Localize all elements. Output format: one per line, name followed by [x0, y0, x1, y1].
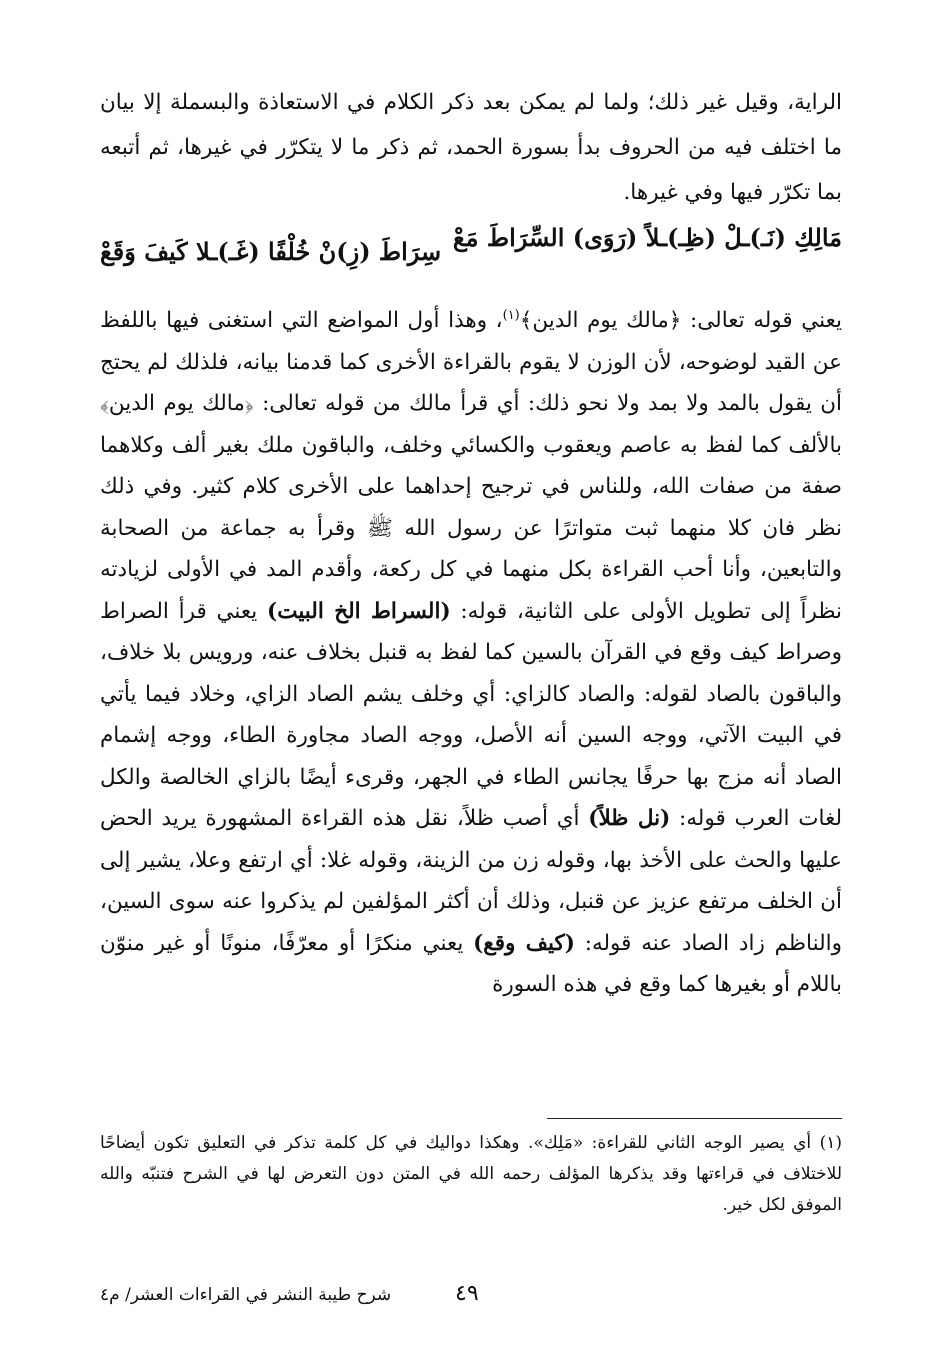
- page-number: ٤٩: [455, 1281, 479, 1306]
- poem-verse: [100, 219, 842, 295]
- quoted-phrase: (كيف وقع): [473, 930, 575, 956]
- commentary-text: يعني قوله تعالى: ﴿مالك يوم الدين﴾: [519, 308, 843, 334]
- commentary-section: [100, 295, 842, 1006]
- quoted-phrase: (السراط الخ البيت): [267, 598, 451, 624]
- quoted-phrase: (نل ظلاً): [588, 806, 671, 832]
- page-body: [100, 80, 842, 1006]
- footnote-text: (١) أي يصير الوجه الثاني للقراءة: «مَلِك». وهكذا دواليك في كل كلمة تذكر في التعليق تكون أيضاحًا للاختلاف في قراءتها وقد يذكرها المؤلف رحمه الله في المتن دون التعرض لها في الشرح فتنبّه والله الموفق لكل خير.: [100, 1133, 842, 1215]
- footnote-divider: [547, 1118, 842, 1119]
- commentary-text: أي أصب ظلاً، نقل هذه القراءة المشهورة يريد الحض عليها والحث على الأخذ بها، وقوله زن من الزينة، وقوله غلا: أي ارتفع وعلا، يشير إلى أن الخلف مرتفع عزيز عن قنبل، وذلك أن أكثر المؤلفين لم يذكروا عنه سوى السين، والناظم زاد الصاد عنه قوله:: [100, 806, 842, 956]
- verse-first-hemistich: مَالِكِ (نَـ)ـلْ (ظِـ)ـلاً (رَوَى) السِّرَاطَ مَعْ: [452, 223, 842, 252]
- page-footer: [100, 1281, 842, 1315]
- commentary-text: ، وهذا أول المواضع التي استغنى فيها باللفظ عن القيد لوضوحه، لأن الوزن لا يقوم بالقراءة الأخرى كما قدمنا بيانه، فلذلك لم يحتج أن يقول بالمد ولا بمد ولا نحو ذلك: أي قرأ مالك من قوله تعالى: ﴿مالك يوم الدين﴾ بالألف كما لفظ به عاصم ويعقوب والكسائي وخلف، والباقون ملك بغير ألف وكلاهما صفة من صفات الله، وللناس في ترجيح إحداهما على الأخرى كلام كثير. وفي ذلك نظر فان كلا منهما ثبت متواترًا عن رسول الله ﷺ وقرأ به جماعة من الصحابة والتابعين، وأنا أحب القراءة بكل منهما في كل ركعة، وأقدم المد في الأولى لزيادته نظراً إلى تطويل الأولى على الثانية، قوله:: [100, 308, 842, 624]
- intro-section: [100, 80, 842, 215]
- running-footer-title: شرح طيبة النشر في القراءات العشر/ م٤: [100, 1285, 392, 1305]
- verse-second-hemistich: سِرَاطَ (زِ)نْ خُلْفًا (غَـ)ـلا كَيفَ وَقَعْ: [100, 237, 442, 266]
- commentary-text: يعني منكرًا أو معرّفًا، منونًا أو غير منوّن باللام أو بغيرها كما وقع في هذه السورة: [100, 930, 842, 998]
- footnote-marker: (١): [502, 308, 520, 323]
- commentary-paragraph: [100, 295, 842, 1006]
- footnotes-section: [100, 1128, 842, 1221]
- commentary-text: يعني قرأ الصراط وصراط كيف وقع في القرآن بالسين كما لفظ به قنبل بخلاف عنه، ورويس بلا خلاف، والباقون بالصاد لقوله: والصاد كالزاي: أي وخلف يشم الصاد الزاي، وخلاد فيما يأتي في البيت الآتي، ووجه السين أنه الأصل، ووجه الصاد مجاورة الطاء، ووجه إشمام الصاد أنه مزج بها حرفًا يجانس الطاء في الجهر، وقرىء أيضًا بالزاي الخالصة والكل لغات العرب قوله:: [100, 598, 843, 832]
- intro-paragraph: الراية، وقيل غير ذلك؛ ولما لم يمكن بعد ذكر الكلام في الاستعاذة والبسملة إلا بيان ما اختلف فيه من الحروف بدأ بسورة الحمد، ثم ذكر ما لا يتكرّر في غيرها، ثم أتبعه بما تكرّر فيها وفي غيرها.: [100, 90, 842, 205]
